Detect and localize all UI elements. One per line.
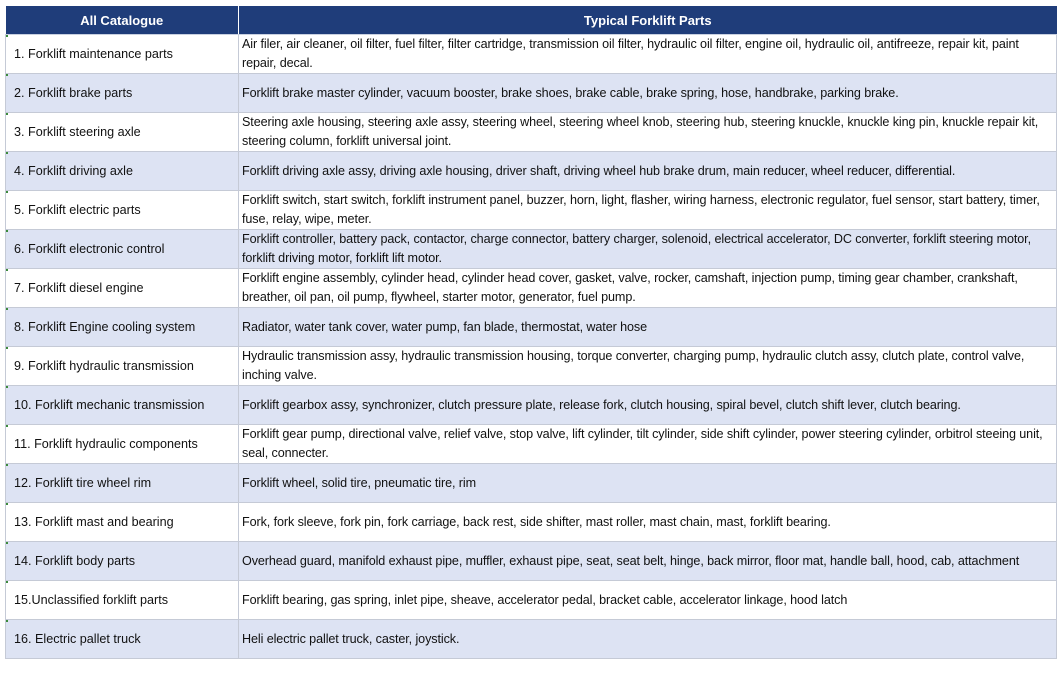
parts-cell: Forklift controller, battery pack, contactor, charge connector, battery charger, solenoid, electrical accelerator, DC converter, forklift steering motor, forklift driving motor, forklift lift motor. (239, 230, 1057, 269)
category-cell: 1. Forklift maintenance parts (6, 35, 239, 74)
parts-cell: Forklift driving axle assy, driving axle housing, driver shaft, driving wheel hub brake drum, main reducer, wheel reducer, differential. (239, 152, 1057, 191)
parts-cell: Heli electric pallet truck, caster, joystick. (239, 620, 1057, 659)
table-row (6, 74, 1057, 113)
category-cell: 11. Forklift hydraulic components (6, 425, 239, 464)
table-row (6, 542, 1057, 581)
category-cell: 9. Forklift hydraulic transmission (6, 347, 239, 386)
table-row (6, 347, 1057, 386)
category-cell: 16. Electric pallet truck (6, 620, 239, 659)
parts-cell: Forklift gear pump, directional valve, relief valve, stop valve, lift cylinder, tilt cylinder, side shift cylinder, power steering cylinder, orbitrol steeing unit, seal, connecter. (239, 425, 1057, 464)
table-header (6, 6, 1057, 35)
table-row (6, 269, 1057, 308)
parts-cell: Radiator, water tank cover, water pump, fan blade, thermostat, water hose (239, 308, 1057, 347)
category-cell: 7. Forklift diesel engine (6, 269, 239, 308)
parts-cell: Forklift engine assembly, cylinder head, cylinder head cover, gasket, valve, rocker, camshaft, injection pump, timing gear chamber, crankshaft, breather, oil pan, oil pump, flywheel, starter motor, generator, fuel pump. (239, 269, 1057, 308)
category-cell: 12. Forklift tire wheel rim (6, 464, 239, 503)
catalogue-table-container (5, 6, 1056, 659)
parts-cell: Forklift wheel, solid tire, pneumatic tire, rim (239, 464, 1057, 503)
table-row (6, 503, 1057, 542)
parts-cell: Forklift gearbox assy, synchronizer, clutch pressure plate, release fork, clutch housing, spiral bevel, clutch shift lever, clutch bearing. (239, 386, 1057, 425)
forklift-parts-table (5, 6, 1057, 659)
table-row (6, 230, 1057, 269)
category-cell: 15.Unclassified forklift parts (6, 581, 239, 620)
category-cell: 14. Forklift body parts (6, 542, 239, 581)
table-row (6, 113, 1057, 152)
parts-cell: Forklift bearing, gas spring, inlet pipe, sheave, accelerator pedal, bracket cable, accelerator linkage, hood latch (239, 581, 1057, 620)
table-row (6, 35, 1057, 74)
header-all-catalogue: All Catalogue (6, 6, 239, 35)
table-row (6, 308, 1057, 347)
table-row (6, 464, 1057, 503)
category-cell: 4. Forklift driving axle (6, 152, 239, 191)
table-row (6, 386, 1057, 425)
parts-cell: Hydraulic transmission assy, hydraulic transmission housing, torque converter, charging pump, hydraulic clutch assy, clutch plate, control valve, inching valve. (239, 347, 1057, 386)
category-cell: 3. Forklift steering axle (6, 113, 239, 152)
table-row (6, 620, 1057, 659)
header-typical-parts: Typical Forklift Parts (239, 6, 1057, 35)
table-row (6, 581, 1057, 620)
category-cell: 5. Forklift electric parts (6, 191, 239, 230)
category-cell: 6. Forklift electronic control (6, 230, 239, 269)
parts-cell: Overhead guard, manifold exhaust pipe, muffler, exhaust pipe, seat, seat belt, hinge, back mirror, floor mat, handle ball, hood, cab, attachment (239, 542, 1057, 581)
parts-cell: Forklift brake master cylinder, vacuum booster, brake shoes, brake cable, brake spring, hose, handbrake, parking brake. (239, 74, 1057, 113)
parts-cell: Fork, fork sleeve, fork pin, fork carriage, back rest, side shifter, mast roller, mast chain, mast, forklift bearing. (239, 503, 1057, 542)
parts-cell: Steering axle housing, steering axle assy, steering wheel, steering wheel knob, steering hub, steering knuckle, knuckle king pin, knuckle repair kit, steering column, forklift universal joint. (239, 113, 1057, 152)
table-row (6, 152, 1057, 191)
category-cell: 8. Forklift Engine cooling system (6, 308, 239, 347)
category-cell: 13. Forklift mast and bearing (6, 503, 239, 542)
parts-cell: Air filer, air cleaner, oil filter, fuel filter, filter cartridge, transmission oil filter, hydraulic oil filter, engine oil, hydraulic oil, antifreeze, repair kit, paint repair, decal. (239, 35, 1057, 74)
table-body (6, 35, 1057, 659)
category-cell: 2. Forklift brake parts (6, 74, 239, 113)
category-cell: 10. Forklift mechanic transmission (6, 386, 239, 425)
header-row (6, 6, 1057, 35)
table-row (6, 191, 1057, 230)
parts-cell: Forklift switch, start switch, forklift instrument panel, buzzer, horn, light, flasher, wiring harness, electronic regulator, fuel sensor, start battery, timer, fuse, relay, wipe, meter. (239, 191, 1057, 230)
table-row (6, 425, 1057, 464)
